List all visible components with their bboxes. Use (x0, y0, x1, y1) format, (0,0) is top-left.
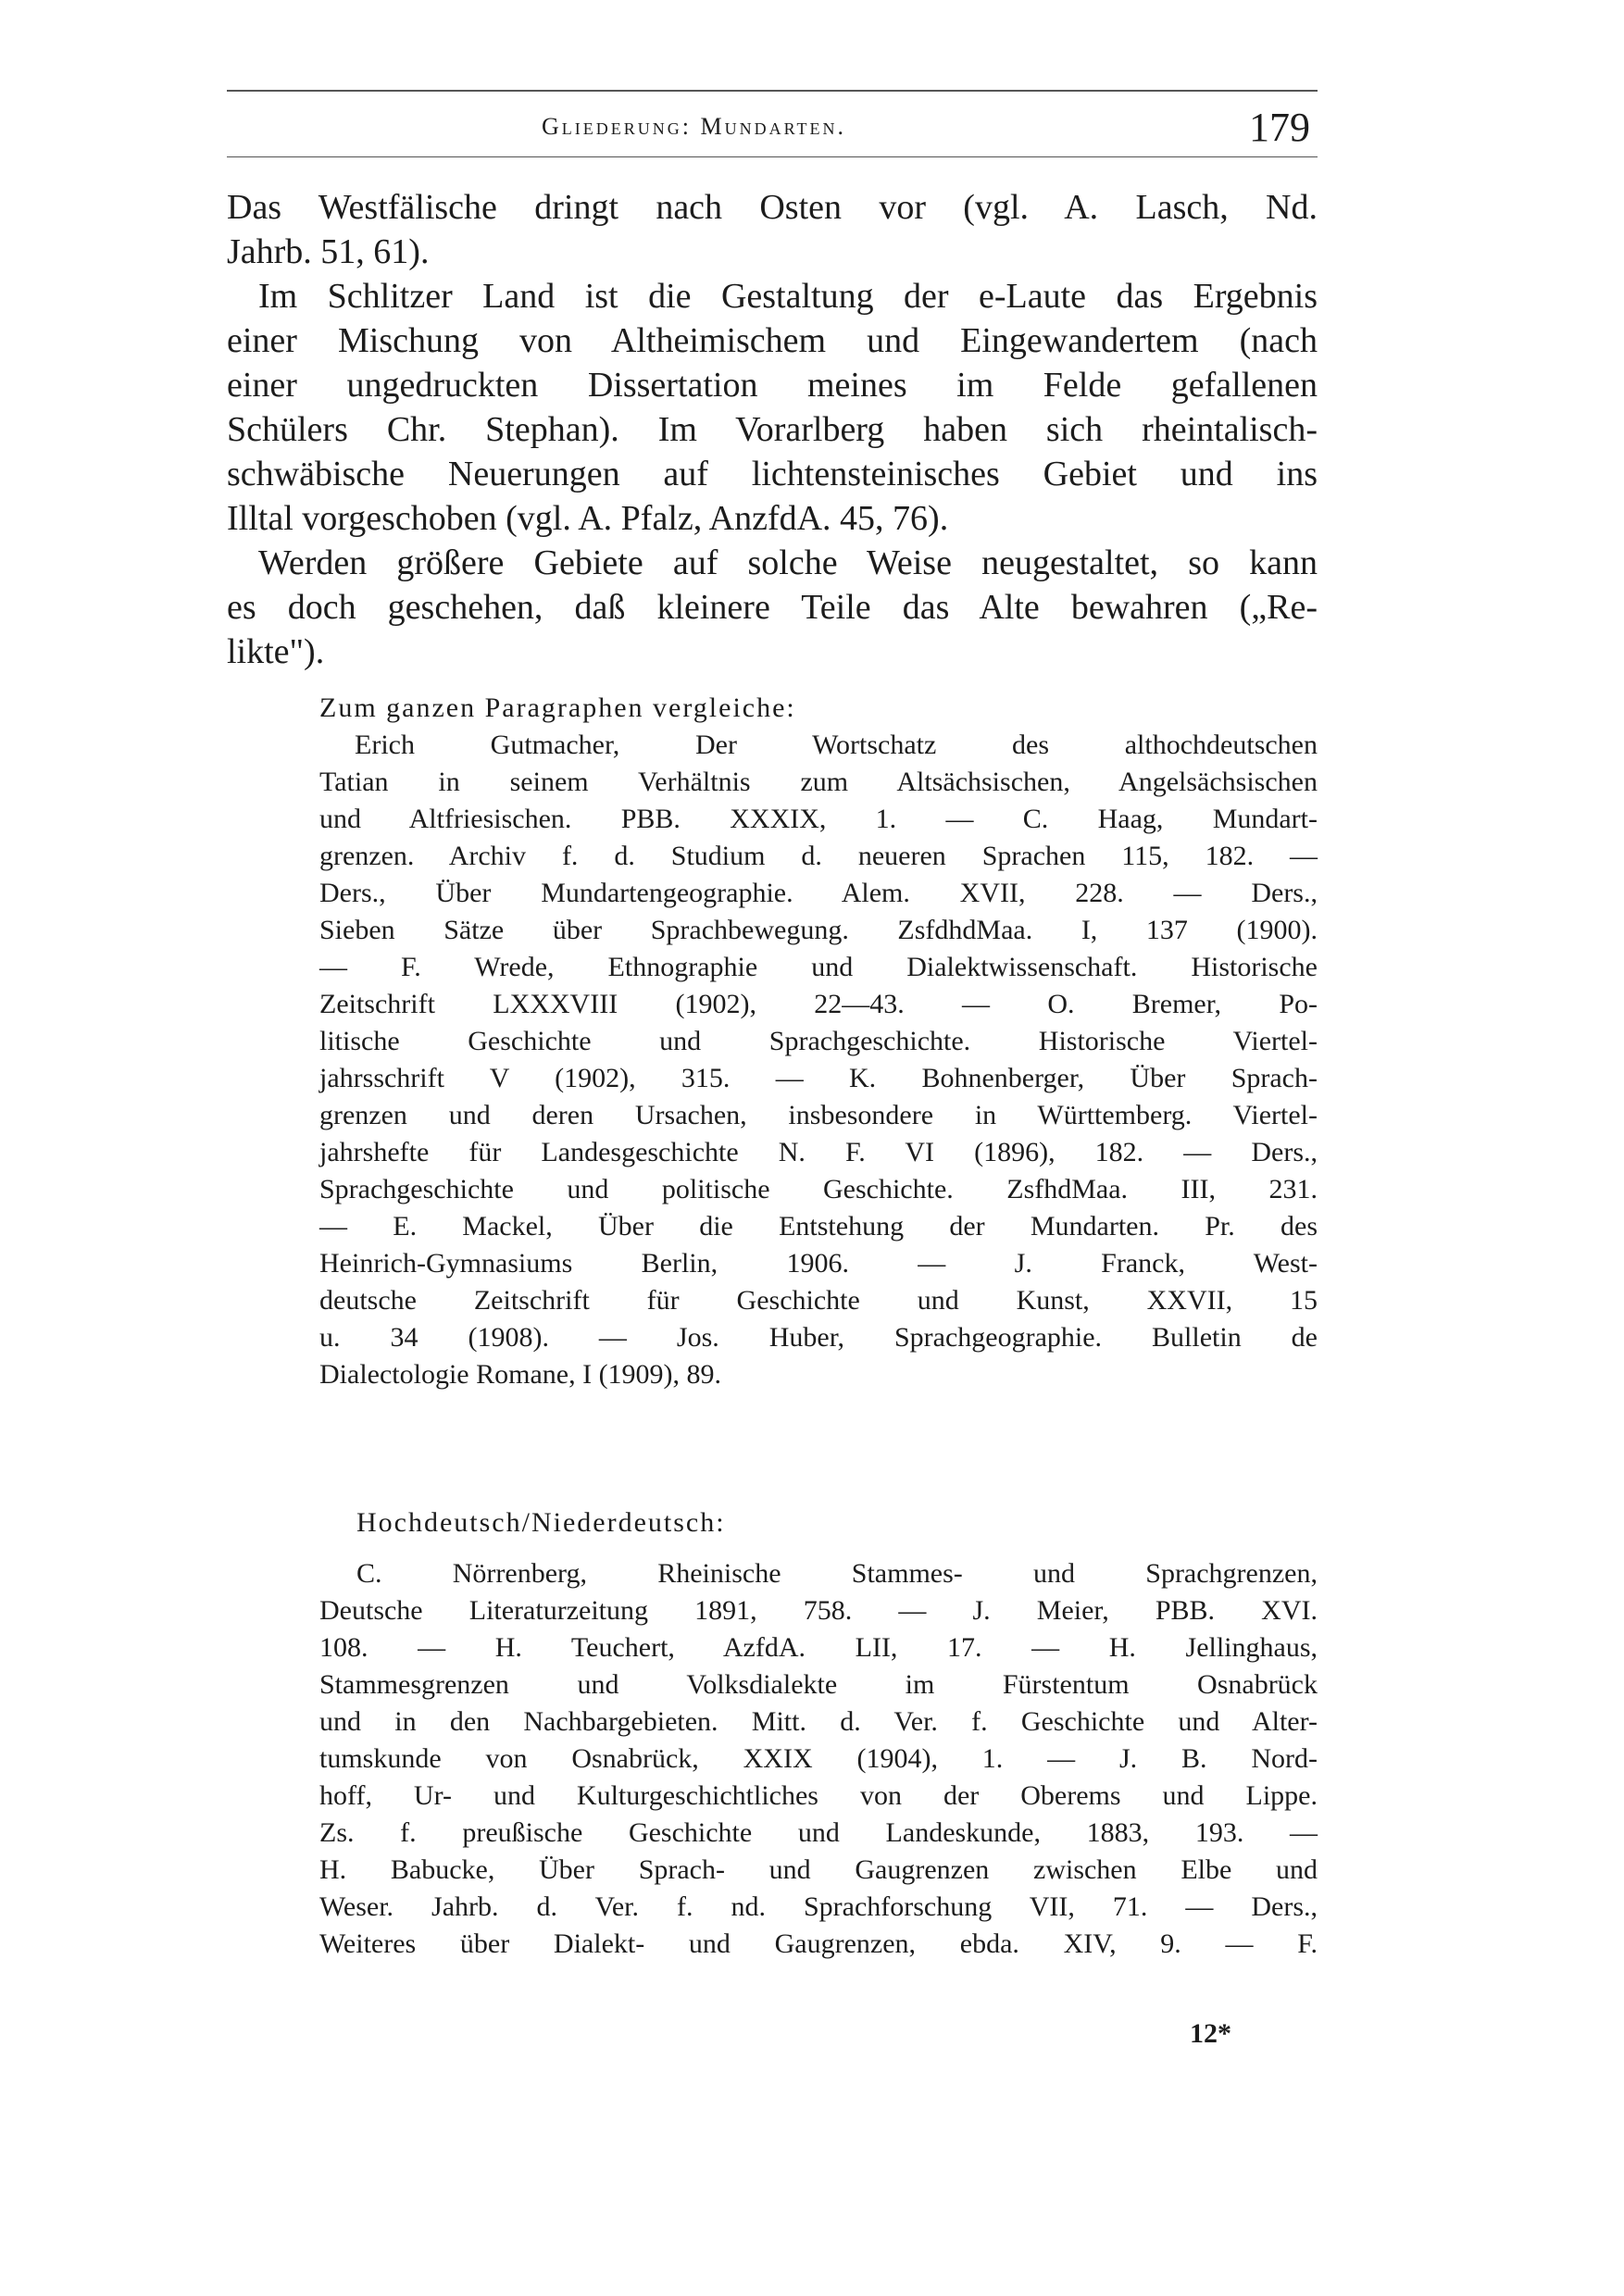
bibliography-line: Sieben Sätze über Sprachbewegung. ZsfdhdMaa. I, 137 (1900). (319, 915, 1318, 945)
body-line: schwäbische Neuerungen auf lichtensteinisches Gebiet und ins (227, 455, 1318, 493)
bibliography-line: grenzen. Archiv f. d. Studium d. neueren Sprachen 115, 182. — (319, 841, 1318, 871)
bibliography-line: hoff, Ur- und Kulturgeschichtliches von der Oberems und Lippe. (319, 1780, 1318, 1811)
body-line: einer ungedruckten Dissertation meines im Felde gefallenen (227, 366, 1318, 405)
bibliography-line: jahrsschrift V (1902), 315. — K. Bohnenberger, Über Sprach- (319, 1063, 1318, 1093)
body-line: likte"). (227, 632, 325, 671)
body-line: einer Mischung von Altheimischem und Eingewandertem (nach (227, 321, 1318, 360)
bibliography-line: litische Geschichte und Sprachgeschichte. Historische Viertel- (319, 1026, 1318, 1056)
bibliography-line: Erich Gutmacher, Der Wortschatz des althochdeutschen (355, 730, 1318, 760)
bibliography-line: Tatian in seinem Verhältnis zum Altsächsischen, Angelsächsischen (319, 767, 1318, 797)
bibliography-heading: Hochdeutsch/Niederdeutsch: (356, 1507, 726, 1538)
body-line: es doch geschehen, daß kleinere Teile das Alte bewahren („Re- (227, 588, 1318, 627)
running-title: Gliederung: Mundarten. (542, 113, 847, 140)
body-line: Das Westfälische dringt nach Osten vor (vgl. A. Lasch, Nd. (227, 188, 1318, 227)
bibliography-section-general (319, 690, 1318, 764)
bibliography-line: Sprachgeschichte und politische Geschichte. ZsfhdMaa. III, 231. (319, 1174, 1318, 1204)
bibliography-line: Deutsche Literaturzeitung 1891, 758. — J. Meier, PBB. XVI. (319, 1595, 1318, 1626)
bibliography-line: — F. Wrede, Ethnographie und Dialektwissenschaft. Historische (319, 952, 1318, 982)
body-line: Schülers Chr. Stephan). Im Vorarlberg haben sich rheintalisch- (227, 410, 1318, 449)
running-head (227, 104, 1318, 150)
bibliography-section-hd-nd-heading (356, 1504, 1318, 1541)
bibliography-line: Dialectologie Romane, I (1909), 89. (319, 1359, 722, 1390)
signature-mark: 12* (1190, 2018, 1231, 2049)
bibliography-line: H. Babucke, Über Sprach- und Gaugrenzen zwischen Elbe und (319, 1854, 1318, 1885)
bibliography-line: — E. Mackel, Über die Entstehung der Mundarten. Pr. des (319, 1211, 1318, 1242)
bibliography-line: Heinrich-Gymnasiums Berlin, 1906. — J. Franck, West- (319, 1248, 1318, 1279)
bibliography-line: und Altfriesischen. PBB. XXXIX, 1. — C. Haag, Mundart- (319, 804, 1318, 834)
bibliography-line: jahrshefte für Landesgeschichte N. F. VI (1896), 182. — Ders., (319, 1137, 1318, 1167)
bibliography-heading: Zum ganzen Paragraphen vergleiche: (319, 693, 796, 723)
page-number: 179 (1249, 105, 1310, 150)
bibliography-line: grenzen und deren Ursachen, insbesondere in Württemberg. Viertel- (319, 1100, 1318, 1130)
body-line: Werden größere Gebiete auf solche Weise neugestaltet, so kann (258, 543, 1318, 582)
bibliography-line: Zs. f. preußische Geschichte und Landeskunde, 1883, 193. — (319, 1817, 1318, 1848)
bibliography-line: Weiteres über Dialekt- und Gaugrenzen, ebda. XIV, 9. — F. (319, 1928, 1318, 1959)
header-rule-bottom (227, 156, 1318, 157)
body-line: Illtal vorgeschoben (vgl. A. Pfalz, AnzfdA. 45, 76). (227, 499, 949, 538)
bibliography-line: u. 34 (1908). — Jos. Huber, Sprachgeographie. Bulletin de (319, 1322, 1318, 1353)
bibliography-line: deutsche Zeitschrift für Geschichte und Kunst, XXVII, 15 (319, 1285, 1318, 1316)
bibliography-line: Ders., Über Mundartengeographie. Alem. XVII, 228. — Ders., (319, 878, 1318, 908)
bibliography-section-general-body (319, 764, 1318, 1393)
bibliography-line: C. Nörrenberg, Rheinische Stammes- und Sprachgrenzen, (356, 1558, 1318, 1589)
bibliography-line: tumskunde von Osnabrück, XXIX (1904), 1. — J. B. Nord- (319, 1743, 1318, 1774)
body-text (227, 185, 1318, 674)
bibliography-line: und in den Nachbargebieten. Mitt. d. Ver. f. Geschichte und Alter- (319, 1706, 1318, 1737)
body-line: Im Schlitzer Land ist die Gestaltung der e-Laute das Ergebnis (258, 277, 1318, 316)
bibliography-line: Weser. Jahrb. d. Ver. f. nd. Sprachforschung VII, 71. — Ders., (319, 1891, 1318, 1922)
body-line: Jahrb. 51, 61). (227, 232, 430, 271)
bibliography-line: Stammesgrenzen und Volksdialekte im Fürstentum Osnabrück (319, 1669, 1318, 1700)
header-rule-top (227, 90, 1318, 92)
bibliography-line: 108. — H. Teuchert, AzfdA. LII, 17. — H. Jellinghaus, (319, 1632, 1318, 1663)
bibliography-section-hd-nd (319, 1555, 1318, 1963)
bibliography-line: Zeitschrift LXXXVIII (1902), 22—43. — O. Bremer, Po- (319, 989, 1318, 1019)
